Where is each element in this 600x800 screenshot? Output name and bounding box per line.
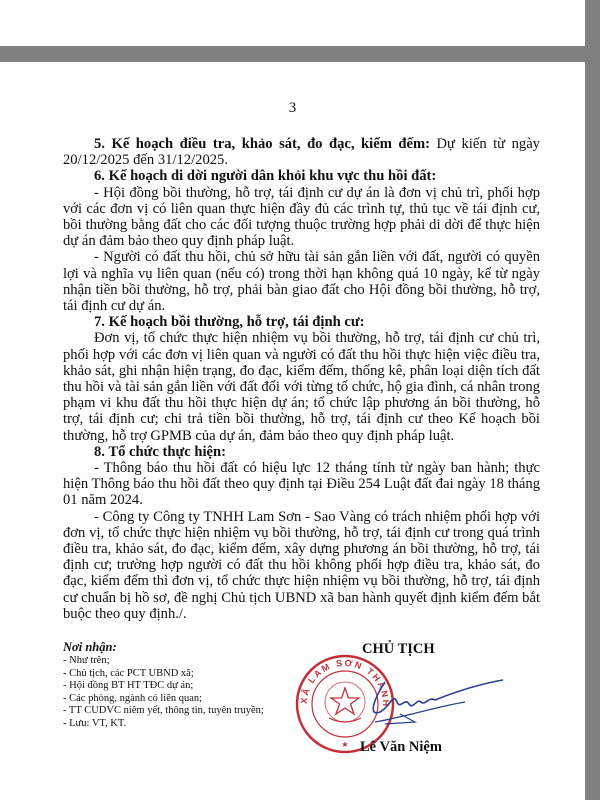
section-text: Dự kiến từ ngày 20/12/2025 đến 31/12/2025.: [63, 136, 540, 169]
page-number: 3: [288, 100, 297, 116]
svg-text:XÃ LAM SƠN THANH: XÃ LAM SƠN THANH: [298, 657, 392, 709]
handwritten-signature: [355, 662, 505, 737]
recipients-block: [63, 640, 313, 731]
recipient-item: - Như trên;: [63, 655, 110, 666]
signer-title: CHỦ TỊCH: [362, 641, 435, 657]
recipient-item: - Chủ tịch, các PCT UBND xã;: [63, 667, 194, 679]
recipient-item: - Hội đồng BT HT TĐC dự án;: [63, 680, 194, 692]
paragraph: - Công ty Công ty TNHH Lam Sơn - Sao Vàng có trách nhiệm phối hợp với đơn vị, tổ chức thực hiện nhiệm vụ bồi thường, hỗ trợ, tái định cư trong quá trình điều tra, khảo sát, đo đạc, kiểm đếm, xây dựng phương án bồi thường, hỗ trợ, tái định cư; trường hợp người có đất thu hồi không phối hợp điều tra, khảo sát, đo đạc, kiểm đếm thì đơn vị, tổ chức thực hiện nhiệm vụ bồi thường, hỗ trợ, tái định cư chuẩn bị hồ sơ, đề nghị Chủ tịch UBND xã ban hành quyết định kiểm đếm bắt buộc theo quy định./.: [63, 508, 540, 622]
svg-text:★: ★: [341, 740, 349, 749]
section-5: [63, 136, 540, 168]
signer-name: Lê Văn Niệm: [360, 739, 442, 755]
recipient-item: - TT CUDVC niêm yết, thông tin, tuyên truyền;: [63, 705, 264, 717]
paragraph: - Thông báo thu hồi đất có hiệu lực 12 tháng tính từ ngày ban hành; thực hiện Thông báo thu hồi đất theo quy định tại Điều 254 Luật đất đai ngày 18 tháng 01 năm 2024.: [63, 460, 540, 509]
paragraph: Đơn vị, tổ chức thực hiện nhiệm vụ bồi thường, hỗ trợ, tái định cư chủ trì, phối hợp với các đơn vị liên quan và người có đất thu hồi thực hiện việc điều tra, khảo sát, ghi nhận hiện trạng, đo đạc, kiểm đếm, thống kê, phân loại diện tích đất thu hồi và tài sản gắn liền với đất đối với từng tổ chức, hộ gia đình, cá nhân trong phạm vi khu đất thu hồi thực hiện dự án; tổ chức lập phương án bồi thường, hỗ trợ, tái định cư; chi trả tiền bồi thường, hỗ trợ, tái định cư theo Kế hoạch bồi thường, hỗ trợ GPMB của dự án, đảm bảo theo quy định pháp luật.: [63, 330, 540, 444]
section-heading-text: 6. Kế hoạch di dời người dân khỏi khu vực thu hồi đất:: [94, 168, 437, 185]
recipient-item: - Lưu: VT, KT.: [63, 717, 127, 729]
previous-page-bottom: [0, 0, 585, 46]
section-heading: [63, 314, 540, 330]
section-heading: [63, 444, 540, 460]
section-heading-text: 8. Tổ chức thực hiện:: [94, 443, 226, 460]
paragraph: - Hội đồng bồi thường, hỗ trợ, tái định cư dự án là đơn vị chủ trì, phối hợp với các đơn vị có liên quan thực hiện đầy đủ các trình tự, thủ tục về tái định cư, bồi thường bằng đất cho các đối tượng thuộc trường hợp phải di dời để thực hiện dự án đảm bảo theo quy định pháp luật.: [63, 184, 540, 250]
recipients-title: Nơi nhận:: [63, 640, 117, 654]
section-heading: 5. Kế hoạch điều tra, khảo sát, đo đạc, kiểm đếm:: [94, 136, 430, 152]
document-body: [63, 136, 540, 622]
recipient-item: - Các phòng, ngành có liên quan;: [63, 692, 203, 704]
section-heading: [63, 168, 540, 184]
document-page: [0, 62, 585, 800]
paragraph: - Người có đất thu hồi, chủ sở hữu tài sản gắn liền với đất, người có quyền lợi và nghĩa vụ liên quan (nếu có) trong thời hạn không quá 10 ngày, kể từ ngày nhận tiền bồi thường, hỗ trợ, phải bàn giao đất cho Hội đồng bồi thường, hỗ trợ, tái định cư dự án.: [63, 249, 540, 315]
section-heading-text: 7. Kế hoạch bồi thường, hỗ trợ, tái định cư:: [94, 314, 365, 331]
